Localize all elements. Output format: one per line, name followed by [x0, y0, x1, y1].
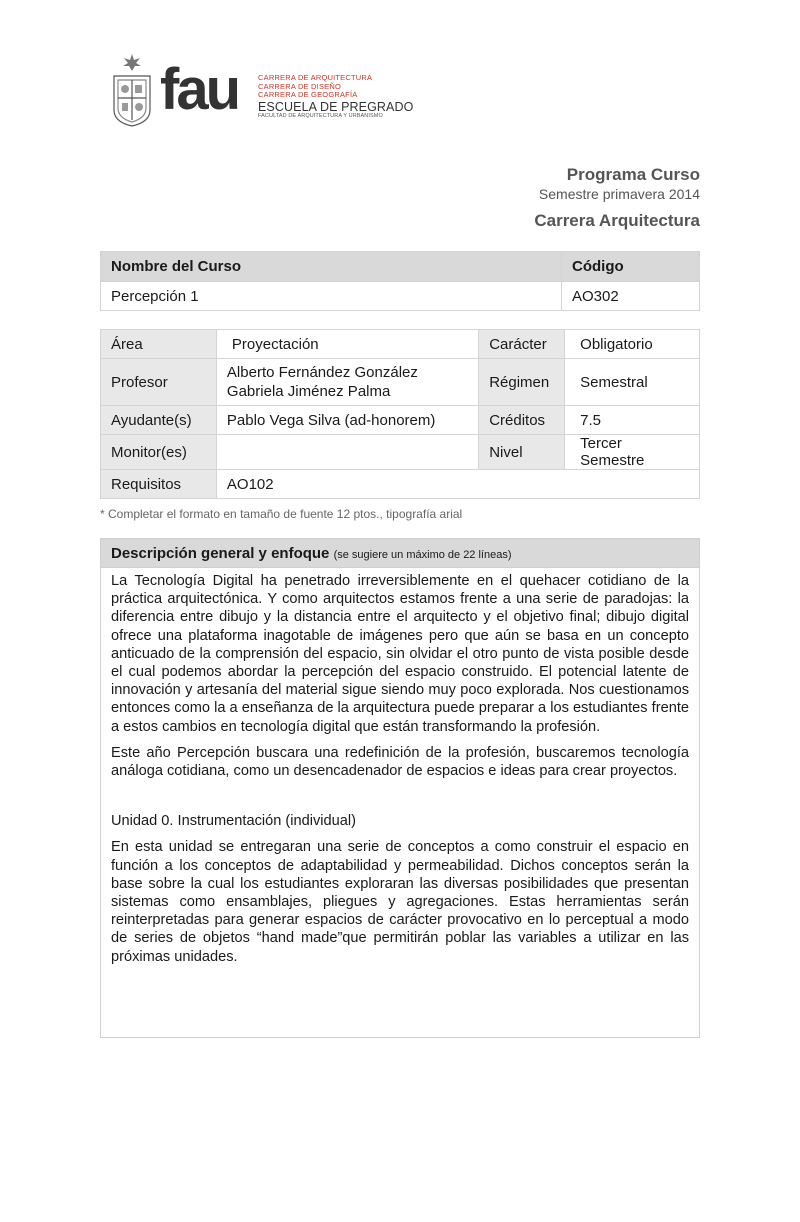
creditos-label: Créditos [479, 406, 565, 435]
logo-line-diseno: CARRERA DE DISEÑO [258, 81, 341, 91]
university-seal-icon [110, 52, 154, 128]
caracter-label: Carácter [479, 330, 565, 359]
description-paragraph: Este año Percepción buscara una redefinición de la profesión, buscaremos tecnología análoga cotidiana, como un desencadenador de espacios e ideas para crear proyectos. [111, 744, 689, 780]
requisitos-label: Requisitos [101, 470, 217, 499]
details-table [100, 329, 700, 499]
description-body [101, 568, 699, 966]
ayudante-label: Ayudante(s) [101, 406, 217, 435]
nivel-label: Nivel [479, 435, 565, 470]
course-code-header: Código [562, 252, 700, 282]
course-table [100, 251, 700, 311]
caracter-value: Obligatorio [565, 330, 700, 359]
fau-wordmark: fau [160, 57, 238, 122]
area-value: Proyectación [216, 330, 478, 359]
format-note: * Completar el formato en tamaño de fuente 12 ptos., tipografía arial [100, 507, 463, 521]
page-title: Programa Curso [566, 165, 700, 184]
logo-line-arquitectura: CARRERA DE ARQUITECTURA [258, 73, 373, 82]
description-paragraph: En esta unidad se entregaran una serie de conceptos a como construir el espacio en función a los conceptos de adaptabilidad y permeabilidad. Dichos conceptos serán la base sobre la cual los estudiantes exploraran las diversas posibilidades que presentan sistemas como ensamblajes, pliegues y agregaciones. Estas herramientas serán reinterpretadas para generar espacios de carácter provocativo en lo perceptual a modo de series de objetos “hand made”que permitirán poblar las variables a utilizar en las próximas unidades. [111, 839, 689, 965]
monitor-label: Monitor(es) [101, 435, 217, 470]
description-title: Descripción general y enfoque [111, 545, 330, 562]
description-paragraph: La Tecnología Digital ha penetrado irreversiblemente en el quehacer cotidiano de la práctica arquitectónica. Y como arquitectos estamos frente a una serie de paradojas: la diferencia entre dibujo y la distancia entre el arquitecto y el objetivo final; dibujo digital ofrece una plataforma inagotable de imágenes pero que aún se basa en un concepto anticuado de la comprensión del espacio, sin olvidar el otro punto de vista posible desde el cual podemos abordar la percepción del espacio construido. El potencial latente de innovación y artesanía del material sigue siendo muy poco explorada. Nos cuestionamos entonces como la a enseñanza de la arquitectura puede preparar a los estudiantes frente a estos cambios en tecnología digital que están transformando la profesión. [111, 573, 689, 735]
course-name-header: Nombre del Curso [101, 252, 562, 282]
description-section [100, 538, 700, 1038]
logo-faculty: FACULTAD DE ARQUITECTURA Y URBANISMO [258, 113, 383, 119]
monitor-value [216, 435, 478, 470]
ayudante-value: Pablo Vega Silva (ad-honorem) [216, 406, 478, 435]
description-header [101, 539, 699, 568]
semester-label: Semestre primavera 2014 [538, 186, 700, 202]
profesor-2: Gabriela Jiménez Palma [226, 383, 391, 400]
logo-line-geografia: CARRERA DE GEOGRAFÍA [258, 90, 358, 99]
course-name-value: Percepción 1 [101, 282, 562, 311]
profesor-value [216, 359, 478, 406]
area-label: Área [101, 330, 217, 359]
unit-heading: Unidad 0. Instrumentación (individual) [111, 813, 356, 830]
description-hint: (se sugiere un máximo de 22 líneas) [333, 549, 512, 561]
course-code-value: AO302 [562, 282, 700, 311]
profesor-label: Profesor [101, 359, 217, 406]
logo-text-block [258, 74, 458, 120]
regimen-label: Régimen [479, 359, 565, 406]
regimen-value: Semestral [565, 359, 700, 406]
career-label: Carrera Arquitectura [534, 211, 700, 230]
requisitos-value: AO102 [216, 470, 699, 499]
profesor-1: Alberto Fernández González [226, 364, 418, 381]
creditos-value: 7.5 [565, 406, 700, 435]
nivel-value: Tercer Semestre [565, 435, 700, 470]
logo-school: ESCUELA DE PREGRADO [258, 99, 414, 114]
